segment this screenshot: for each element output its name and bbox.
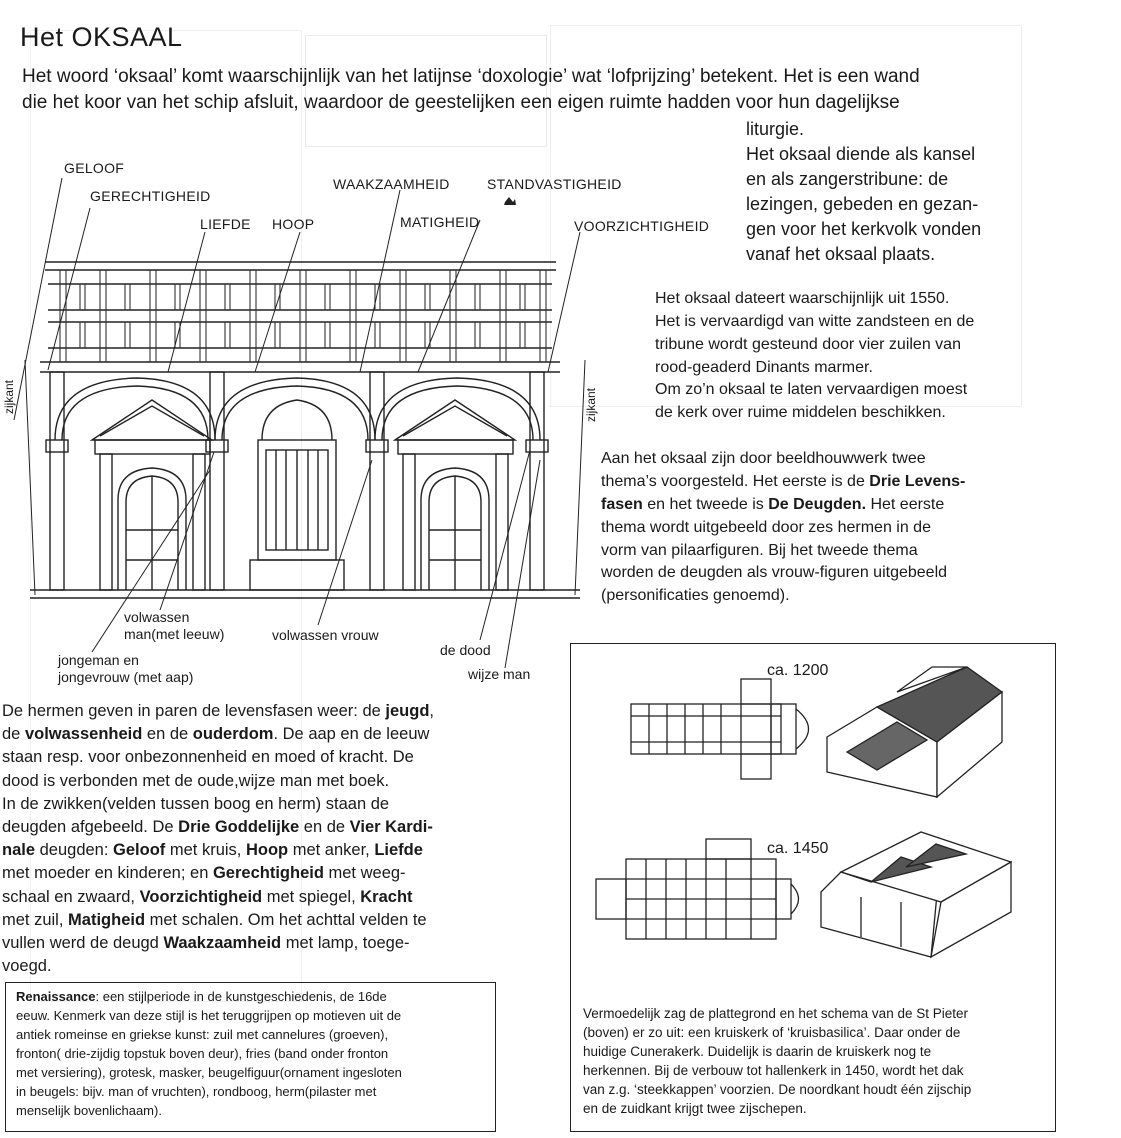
themes-line: (personificaties genoemd). — [601, 587, 790, 604]
renaissance-line: menselijk bovenlichaam). — [16, 1103, 162, 1118]
renaissance-box — [5, 982, 496, 1132]
hermen-line: met zuil, Matigheid met schalen. Om het achttal velden te — [2, 911, 427, 929]
plans-caption-line: en de zuidkant krijgt twee zijschepen. — [583, 1101, 807, 1116]
label-wijze-man: wijze man — [468, 666, 531, 682]
renaissance-line: antiek romeinse en griekse kunst: zuil met cannelures (groeven), — [16, 1027, 389, 1042]
label-geloof: GELOOF — [64, 160, 125, 176]
hermen-line: met moeder en kinderen; en Gerechtigheid met weeg- — [2, 864, 406, 882]
date-line: tribune wordt gesteund door vier zuilen van — [655, 336, 961, 353]
label-jongeman: jongeman en jongevrouw (met aap) — [58, 652, 194, 685]
hermen-line: deugden afgebeeld. De Drie Goddelijke en de Vier Kardi- — [2, 818, 433, 836]
renaissance-line: met versiering), grotesk, masker, beugelfiguur(ornament ingesloten — [16, 1065, 402, 1080]
intro-line-1: Het woord ‘oksaal’ komt waarschijnlijk van het latijnse ‘doxologie’ wat ‘lofprijzing’ betekent. Het is een wand — [22, 66, 920, 87]
themes-line: fasen en het tweede is De Deugden. Het eerste — [601, 496, 945, 513]
label-volwassen-man: volwassen man(met leeuw) — [124, 609, 225, 642]
floor-plan-1200 — [621, 674, 831, 784]
label-waakzaamheid: WAAKZAAMHEID — [333, 176, 450, 192]
intro-line-3: liturgie. — [746, 119, 805, 139]
intro-line-2: die het koor van het schip afsluit, waardoor de geestelijken een eigen ruimte hadden voor hun dagelijkse — [22, 92, 900, 113]
hermen-line: De hermen geven in paren de levensfasen weer: de jeugd, — [2, 702, 435, 720]
hermen-line: In de zwikken(velden tussen boog en herm) staan de — [2, 795, 390, 813]
label-zijkant-right: zijkant — [584, 387, 599, 423]
label-liefde: LIEFDE — [200, 216, 251, 232]
themes-line: thema wordt uitgebeeld door zes hermen in de — [601, 519, 931, 536]
label-gerechtigheid: GERECHTIGHEID — [90, 188, 211, 204]
themes-line: Aan het oksaal zijn door beeldhouwwerk twee — [601, 450, 926, 467]
label-voorzichtigheid: VOORZICHTIGHEID — [574, 218, 710, 234]
plans-caption-line: herkennen. Bij de verbouw tot hallenkerk in 1450, wordt het dak — [583, 1063, 964, 1078]
function-line: Het oksaal diende als kansel — [746, 144, 976, 164]
date-line: Om zo’n oksaal te laten vervaardigen moest — [655, 381, 968, 398]
date-line: Het is vervaardigd van witte zandsteen en de — [655, 313, 975, 330]
label-standvastigheid: STANDVASTIGHEID — [487, 176, 622, 192]
page-title: Het OKSAAL — [20, 22, 183, 52]
themes-line: thema’s voorgesteld. Het eerste is de Drie Levens- — [601, 473, 966, 490]
label-ca-1200: ca. 1200 — [767, 662, 829, 679]
hermen-line: dood is verbonden met de oude,wijze man met boek. — [2, 772, 390, 790]
renaissance-line: Renaissance: een stijlperiode in de kunstgeschiedenis, de 16de — [16, 989, 387, 1004]
themes-line: vorm van pilaarfiguren. Bij het tweede thema — [601, 542, 918, 559]
label-volwassen-vrouw: volwassen vrouw — [272, 627, 379, 643]
roof-schema-1200 — [817, 662, 1017, 802]
plans-box — [570, 643, 1056, 1132]
renaissance-line: eeuw. Kenmerk van deze stijl is het teruggrijpen op motieven uit de — [16, 1008, 402, 1023]
plans-caption-line: huidige Cunerakerk. Duidelijk is daarin de kruiskerk nog te — [583, 1044, 932, 1059]
themes-line: worden de deugden als vrouw-figuren uitgebeeld — [601, 564, 948, 581]
function-line: gen voor het kerkvolk vonden — [746, 219, 982, 239]
label-hoop: HOOP — [272, 216, 315, 232]
hermen-line: nale deugden: Geloof met kruis, Hoop met anker, Liefde — [2, 841, 423, 859]
hermen-line: staan resp. voor onbezonnenheid en moed of kracht. De — [2, 748, 414, 766]
renaissance-line: fronton( drie-zijdig topstuk boven deur), fries (band onder fronton — [16, 1046, 389, 1061]
label-zijkant-left: zijkant — [2, 379, 17, 415]
label-de-dood: de dood — [440, 642, 491, 658]
label-ca-1450: ca. 1450 — [767, 840, 829, 857]
renaissance-line: in beugels: bijv. man of vruchten), rondboog, herm(pilaster met — [16, 1084, 377, 1099]
function-line: vanaf het oksaal plaats. — [746, 244, 936, 264]
plans-caption-line: van z.g. ‘steekkappen’ voorzien. De noordkant houdt één zijschip — [583, 1082, 972, 1097]
plans-caption-line: Vermoedelijk zag de plattegrond en het schema van de St Pieter — [583, 1006, 968, 1021]
floor-plan-1450 — [591, 834, 816, 954]
date-line: de kerk over ruime middelen beschikken. — [655, 404, 946, 421]
roof-schema-1450 — [811, 822, 1021, 962]
hermen-line: schaal en zwaard, Voorzichtigheid met spiegel, Kracht — [2, 888, 413, 906]
hermen-line: de volwassenheid en de ouderdom. De aap en de leeuw — [2, 725, 430, 743]
function-line: lezingen, gebeden en gezan- — [746, 194, 979, 214]
label-matigheid: MATIGHEID — [400, 214, 480, 230]
hermen-line: voegd. — [2, 957, 52, 975]
date-line: Het oksaal dateert waarschijnlijk uit 1550. — [655, 290, 950, 307]
date-line: rood-geaderd Dinants marmer. — [655, 359, 873, 376]
plans-caption-line: (boven) er zo uit: een kruiskerk of ‘kruisbasilica’. Daar onder de — [583, 1025, 961, 1040]
function-line: en als zangerstribune: de — [746, 169, 949, 189]
hermen-line: vullen werd de deugd Waakzaamheid met lamp, toege- — [2, 934, 410, 952]
